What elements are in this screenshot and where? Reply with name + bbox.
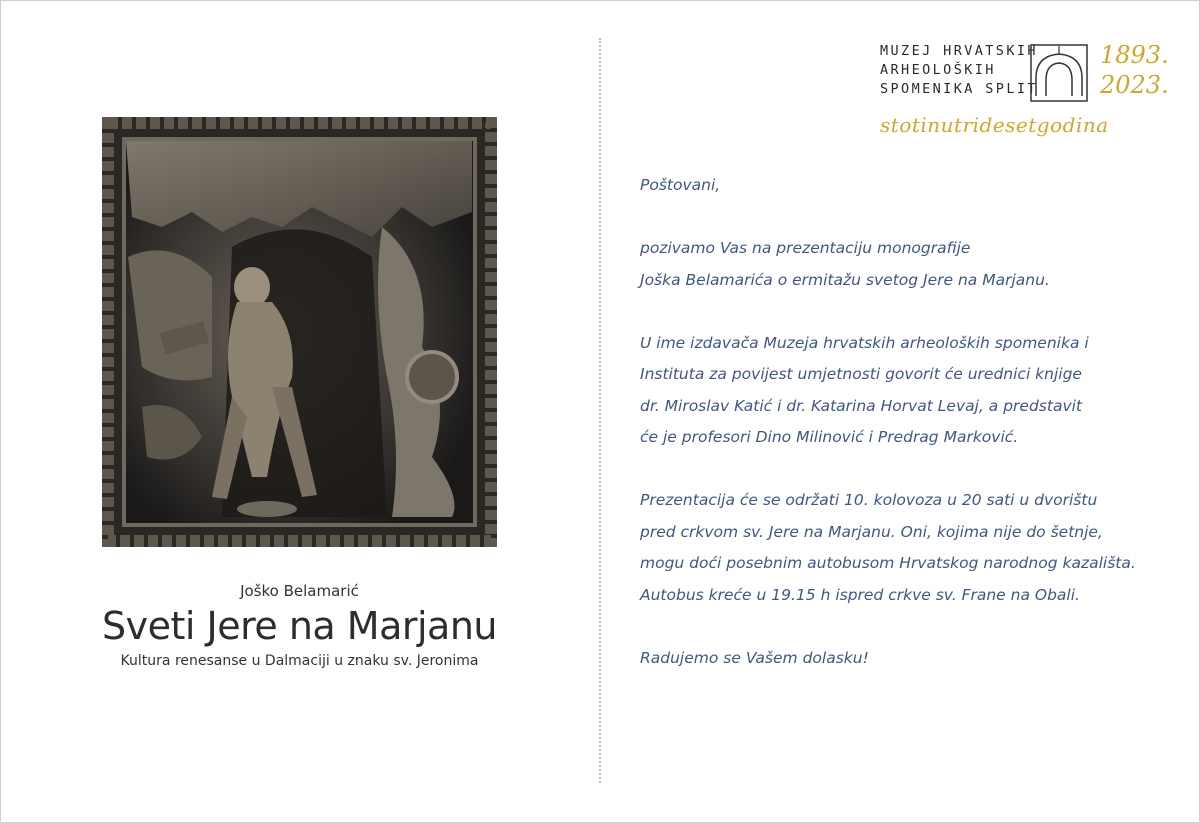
museum-arch-logo-icon: [1030, 44, 1088, 102]
letter-paragraph-3: [640, 485, 1170, 611]
letter-line: pozivamo Vas na prezentaciju monografije: [640, 239, 971, 257]
relief-artwork-image: [102, 117, 497, 547]
invitation-letter: [640, 170, 1170, 706]
letter-line: Joška Belamarića o ermitažu svetog Jere na Marjanu.: [640, 270, 1050, 289]
book-subtitle: Kultura renesanse u Dalmaciji u znaku sv. Jeronima: [120, 653, 479, 669]
year-start: 1893.: [1100, 41, 1169, 69]
letter-greeting: Poštovani,: [640, 176, 721, 194]
letter-paragraph-2: [640, 328, 1170, 454]
book-title: Sveti Jere na Marjanu: [101, 604, 497, 648]
anniversary-tagline: stotinutridesetgodina: [880, 113, 1109, 137]
book-author: Joško Belamarić: [240, 582, 359, 600]
letter-line: Instituta za povijest umjetnosti govorit će urednici knjige: [640, 365, 1082, 383]
fold-divider: [599, 38, 601, 783]
letter-line: mogu doći posebnim autobusom Hrvatskog narodnog kazališta.: [640, 554, 1136, 572]
letter-line: Autobus kreće u 19.15 h ispred crkve sv. Frane na Obali.: [640, 585, 1080, 604]
letter-line: pred crkvom sv. Jere na Marjanu. Oni, kojima nije do šetnje,: [640, 522, 1103, 541]
museum-name-line: SPOMENIKA SPLIT: [880, 81, 1038, 97]
museum-name-line: ARHEOLOŠKIH: [880, 62, 996, 78]
letter-line: dr. Miroslav Katić i dr. Katarina Horvat Levaj, a predstavit: [640, 396, 1082, 415]
letter-closing: Radujemo se Vašem dolasku!: [640, 648, 869, 667]
museum-name: [880, 42, 1038, 99]
letter-paragraph-1: [640, 233, 1170, 296]
year-end: 2023.: [1100, 71, 1169, 99]
letter-line: Prezentacija će se održati 10. kolovoza u 20 sati u dvorištu: [640, 491, 1098, 509]
letter-line: U ime izdavača Muzeja hrvatskih arheoloških spomenika i: [640, 333, 1089, 352]
anniversary-years: [1100, 40, 1169, 100]
letter-line: će je profesori Dino Milinović i Predrag Marković.: [640, 428, 1019, 446]
museum-name-line: MUZEJ HRVATSKIH: [880, 43, 1038, 59]
